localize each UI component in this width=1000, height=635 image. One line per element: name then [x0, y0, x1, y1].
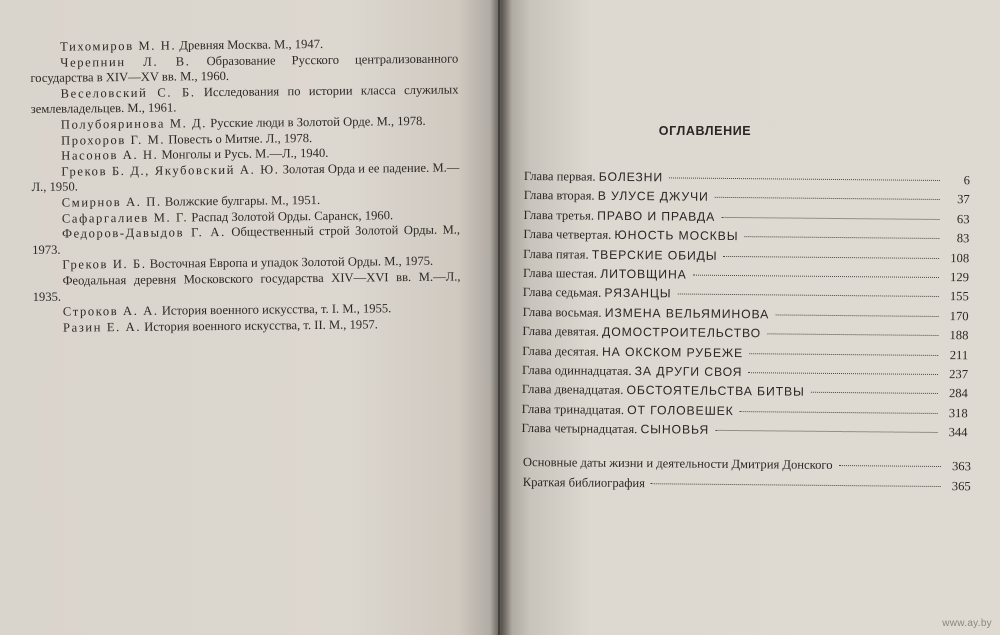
dot-leader	[839, 465, 941, 467]
bibliography-entry	[32, 269, 460, 305]
toc-chapter-list	[521, 169, 970, 445]
toc-chapter-title: БОЛЕЗНИ	[598, 169, 664, 185]
toc-chapter-number: Глава вторая.	[523, 188, 595, 204]
toc-chapter-title: ИЗМЕНА ВЕЛЬЯМИНОВА	[604, 305, 770, 322]
entry-author: Веселовский С. Б.	[60, 85, 196, 101]
toc-row-label	[523, 227, 738, 244]
toc-page-number: 284	[948, 386, 968, 401]
toc-chapter-number: Глава восьмая.	[522, 304, 602, 320]
toc-page-number: 108	[950, 250, 970, 265]
toc-page-number: 363	[951, 459, 971, 474]
toc-chapter-title: НА ОКСКОМ РУБЕЖЕ	[601, 344, 744, 360]
toc-page-number: 318	[948, 405, 968, 420]
entry-author: Федоров-Давыдов Г. А.	[61, 225, 226, 241]
toc-chapter-number: Глава четвертая.	[523, 227, 612, 243]
entry-text: Распад Золотой Орды. Саранск, 1960.	[191, 207, 394, 224]
toc-row-label	[523, 208, 715, 225]
dot-leader	[677, 294, 938, 298]
dot-leader	[775, 314, 938, 317]
toc-page-number: 129	[950, 270, 970, 285]
entry-author: Полубояринова М. Д.	[60, 116, 208, 132]
toc-page-number: 344	[948, 425, 968, 440]
toc-chapter-number: Глава шестая.	[522, 265, 598, 281]
toc-page-number: 237	[949, 366, 969, 382]
toc-chapter-title: ПРАВО И ПРАВДА	[597, 208, 716, 224]
entry-text: История военного искусства, т. I. М., 1955.	[161, 301, 392, 318]
toc-row-label	[523, 285, 672, 301]
dot-leader	[651, 483, 941, 487]
toc-page-number: 155	[949, 289, 969, 304]
toc-row-label	[524, 188, 709, 205]
dot-leader	[669, 177, 940, 181]
toc-chapter-title: ЛИТОВЩИНА	[600, 266, 687, 282]
entry-author: Греков И. Б.	[62, 257, 147, 272]
toc-extra-label: Основные даты жизни и деятельности Дмитрия Донского	[522, 455, 833, 472]
toc-chapter-number: Глава пятая.	[523, 246, 589, 262]
toc-chapter-title: ЮНОСТЬ МОСКВЫ	[614, 228, 739, 244]
dot-leader	[724, 255, 940, 258]
entry-author: Тихомиров М. Н.	[59, 38, 177, 54]
toc-row-label	[522, 324, 761, 341]
entry-text: Волжские булгары. М., 1951.	[164, 192, 321, 209]
bibliography-entry	[31, 160, 459, 196]
toc-chapter-title: В УЛУСЕ ДЖУЧИ	[597, 189, 709, 205]
toc-extra-row	[523, 475, 971, 499]
toc-chapter-number: Глава первая.	[523, 169, 596, 184]
book-gutter	[490, 0, 512, 635]
watermark: www.ay.by	[942, 618, 992, 629]
dot-leader	[715, 197, 940, 200]
bibliography-list	[30, 36, 461, 337]
left-page	[0, 0, 498, 635]
toc-chapter-title: РЯЗАНЦЫ	[604, 286, 672, 301]
toc-chapter-title: ЗА ДРУГИ СВОЯ	[634, 363, 743, 380]
entry-author: Смирнов А. П.	[61, 194, 162, 210]
bibliography-entry	[33, 316, 461, 336]
dot-leader	[715, 430, 937, 433]
toc-page-number: 188	[949, 328, 969, 343]
toc-title: ОГЛАВЛЕНИЕ	[658, 124, 752, 138]
toc-page-number: 365	[951, 479, 971, 494]
toc-row-label	[523, 266, 687, 283]
dot-leader	[748, 372, 938, 375]
toc-chapter-title: ОБСТОЯТЕЛЬСТВА БИТВЫ	[626, 383, 805, 400]
bibliography-entry	[30, 51, 458, 87]
toc-extra-label: Краткая библиография	[522, 474, 646, 491]
dot-leader	[721, 217, 939, 220]
entry-text: Золотая Орда и ее падение. М.—Л., 1950.	[31, 160, 460, 195]
dot-leader	[740, 411, 938, 414]
entry-text: Русские люди в Золотой Орде. М., 1978.	[210, 113, 426, 131]
entry-author: Разин Е. А.	[62, 319, 142, 335]
entry-text: Исследования по истории класса служилых землевладельцев. М., 1961.	[30, 82, 459, 117]
entry-text: Повесть о Митяе. Л., 1978.	[168, 130, 313, 147]
toc-chapter-number: Глава одиннадцатая.	[522, 362, 632, 378]
toc-chapter-number: Глава седьмая.	[522, 285, 602, 301]
entry-author: Черепнин Л. В.	[60, 53, 191, 70]
toc-row-label	[521, 421, 709, 438]
entry-text: Монголы и Русь. М.—Л., 1940.	[161, 146, 329, 162]
entry-author: Сафаргалиев М. Г.	[61, 209, 189, 226]
bibliography-entry	[32, 223, 460, 259]
toc-page-number: 63	[956, 211, 970, 227]
toc-chapter-title: СЫНОВЬЯ	[640, 422, 710, 437]
bibliography-entry	[30, 82, 458, 118]
toc-chapter-title: ДОМОСТРОИТЕЛЬСТВО	[602, 324, 762, 341]
toc-row-label	[523, 305, 770, 322]
toc-chapter-number: Глава третья.	[523, 207, 595, 223]
toc-chapter-title: ОТ ГОЛОВЕШЕК	[627, 402, 734, 418]
entry-author: Греков Б. Д., Якубовский А. Ю.	[61, 162, 280, 179]
toc-page-number: 211	[949, 347, 969, 362]
toc-chapter-number: Глава девятая.	[522, 324, 599, 339]
toc-row-label	[522, 402, 734, 419]
toc-page-number: 83	[956, 231, 970, 246]
dot-leader	[744, 236, 939, 239]
entry-text: Общественный строй Золотой Орды. М., 1973.	[32, 222, 461, 257]
toc-chapter-number: Глава двенадцатая.	[521, 382, 624, 398]
toc-chapter-title: ТВЕРСКИЕ ОБИДЫ	[591, 247, 718, 263]
toc-row-label	[523, 247, 718, 264]
entry-author: Насонов А. Н.	[61, 147, 159, 163]
toc-page-number: 6	[963, 173, 970, 188]
toc-extras-list	[523, 455, 971, 499]
entry-text: История военного искусства, т. II. М., 1957.	[144, 317, 378, 334]
dot-leader	[811, 392, 938, 394]
toc-chapter-number: Глава четырнадцатая.	[521, 421, 638, 437]
dot-leader	[749, 353, 938, 356]
entry-author: Прохоров Г. М.	[60, 132, 166, 148]
dot-leader	[767, 333, 938, 336]
entry-text: Образование Русского централизованного государства в XIV—XV вв. М., 1960.	[30, 51, 459, 86]
toc-row-label	[522, 363, 742, 380]
toc-chapter-number: Глава десятая.	[522, 343, 599, 359]
toc-page-number: 37	[957, 192, 970, 207]
entry-text: Восточная Европа и упадок Золотой Орды. М., 1975.	[149, 254, 434, 272]
toc-row-label	[524, 169, 663, 185]
toc-row-label	[522, 382, 805, 400]
entry-author: Строков А. А.	[62, 303, 159, 319]
toc-row-label	[522, 344, 743, 361]
entry-text: Феодальная деревня Московского государства XIV—XVI вв. М.—Л., 1935.	[32, 269, 461, 304]
dot-leader	[693, 275, 939, 278]
entry-text: Древняя Москва. М., 1947.	[179, 36, 324, 53]
toc-page-number: 170	[949, 308, 969, 324]
toc-chapter-number: Глава тринадцатая.	[521, 401, 625, 417]
